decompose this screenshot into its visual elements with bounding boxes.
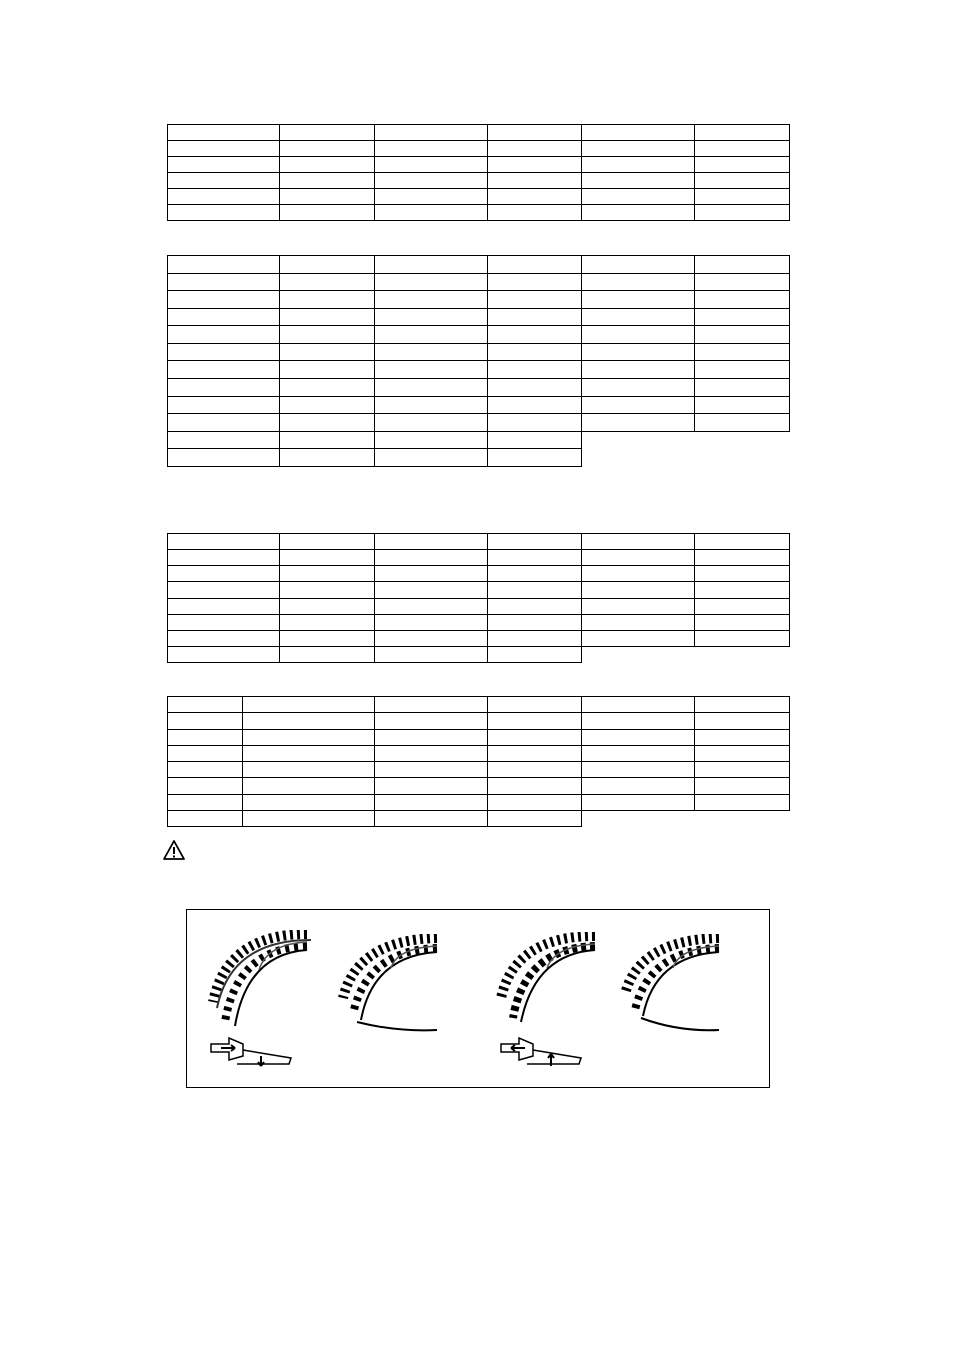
table-cell xyxy=(280,646,375,662)
table-cell xyxy=(280,449,375,467)
table-cell xyxy=(488,291,582,309)
table-row xyxy=(168,343,790,361)
table-cell xyxy=(375,646,488,662)
table-row xyxy=(168,396,790,414)
table-cell xyxy=(695,566,790,582)
table-cell xyxy=(280,141,375,157)
table-cell xyxy=(243,713,375,729)
table-cell xyxy=(695,794,790,810)
table-cell xyxy=(168,157,280,173)
table-cell xyxy=(488,534,582,550)
table-cell xyxy=(488,379,582,397)
table-cell xyxy=(488,630,582,646)
table-cell-blank xyxy=(582,810,695,826)
table-cell xyxy=(280,125,375,141)
table-cell xyxy=(375,157,488,173)
table-cell xyxy=(168,343,280,361)
table-cell xyxy=(488,173,582,189)
table-cell xyxy=(582,256,695,274)
table-cell xyxy=(280,614,375,630)
table-cell xyxy=(375,729,488,745)
table-cell xyxy=(488,745,582,761)
table-cell xyxy=(695,745,790,761)
table-row xyxy=(168,449,790,467)
table-cell xyxy=(488,550,582,566)
table-row xyxy=(168,189,790,205)
table-cell xyxy=(582,361,695,379)
table-cell xyxy=(695,396,790,414)
table-cell xyxy=(280,343,375,361)
right-down-arrow-icon xyxy=(209,1034,295,1070)
table-cell xyxy=(582,379,695,397)
table-cell xyxy=(168,379,280,397)
table-cell xyxy=(488,273,582,291)
table-cell-blank xyxy=(582,449,695,467)
table-cell xyxy=(695,762,790,778)
gear-right-hand-convex xyxy=(495,932,599,1032)
table-cell xyxy=(695,414,790,432)
table-cell xyxy=(375,291,488,309)
table-row xyxy=(168,778,790,794)
table-cell xyxy=(375,630,488,646)
table-cell xyxy=(488,449,582,467)
table-cell xyxy=(582,291,695,309)
table-cell xyxy=(488,361,582,379)
table-cell xyxy=(280,361,375,379)
table-cell xyxy=(582,582,695,598)
table-cell xyxy=(488,157,582,173)
table-cell xyxy=(375,343,488,361)
table-cell xyxy=(280,291,375,309)
table-cell xyxy=(582,729,695,745)
table-row xyxy=(168,810,790,826)
table-cell xyxy=(280,550,375,566)
table-cell xyxy=(582,414,695,432)
table-cell xyxy=(375,550,488,566)
table-cell xyxy=(168,778,243,794)
table-cell xyxy=(375,173,488,189)
table-cell xyxy=(375,614,488,630)
table-cell xyxy=(168,449,280,467)
bevel-gear-icon xyxy=(213,934,311,1026)
table-cell xyxy=(375,361,488,379)
table-cell xyxy=(375,745,488,761)
table-cell xyxy=(168,173,280,189)
table-3-body xyxy=(168,534,790,663)
table-cell xyxy=(582,205,695,221)
table-cell xyxy=(582,614,695,630)
table-cell xyxy=(582,566,695,582)
table-cell xyxy=(488,794,582,810)
table-cell xyxy=(375,778,488,794)
table-cell xyxy=(168,534,280,550)
table-cell-blank xyxy=(695,810,790,826)
table-cell xyxy=(168,273,280,291)
table-row xyxy=(168,646,790,662)
table-cell xyxy=(582,713,695,729)
table-cell xyxy=(695,713,790,729)
gear-left-hand-convex xyxy=(207,930,311,1030)
table-cell xyxy=(168,810,243,826)
table-cell xyxy=(695,361,790,379)
table-cell xyxy=(582,534,695,550)
table-cell xyxy=(280,582,375,598)
table-row xyxy=(168,361,790,379)
table-cell xyxy=(375,396,488,414)
table-cell xyxy=(280,326,375,344)
table-cell xyxy=(488,205,582,221)
table-cell xyxy=(582,273,695,291)
table-cell xyxy=(582,343,695,361)
table-cell xyxy=(488,343,582,361)
table-cell xyxy=(488,256,582,274)
table-row xyxy=(168,794,790,810)
table-4 xyxy=(167,696,790,827)
table-cell xyxy=(280,308,375,326)
table-cell xyxy=(375,379,488,397)
table-cell xyxy=(168,189,280,205)
table-cell xyxy=(695,157,790,173)
table-cell xyxy=(280,189,375,205)
table-cell xyxy=(375,762,488,778)
table-cell xyxy=(375,256,488,274)
table-cell xyxy=(582,396,695,414)
table-cell xyxy=(243,762,375,778)
table-cell xyxy=(488,614,582,630)
table-cell xyxy=(582,141,695,157)
table-cell-blank xyxy=(582,431,695,449)
table-cell xyxy=(695,697,790,713)
table-cell xyxy=(488,697,582,713)
table-cell xyxy=(375,273,488,291)
table-row xyxy=(168,173,790,189)
table-cell xyxy=(243,794,375,810)
gear-right-hand-concave xyxy=(619,934,723,1032)
table-cell xyxy=(488,598,582,614)
table-cell xyxy=(488,729,582,745)
table-cell xyxy=(375,141,488,157)
table-cell xyxy=(375,713,488,729)
table-cell xyxy=(695,205,790,221)
table-cell xyxy=(243,697,375,713)
table-cell xyxy=(168,745,243,761)
table-cell xyxy=(695,173,790,189)
table-cell xyxy=(168,582,280,598)
left-up-arrow-icon xyxy=(499,1034,585,1070)
table-cell xyxy=(695,256,790,274)
table-cell xyxy=(582,125,695,141)
table-cell xyxy=(168,762,243,778)
table-cell xyxy=(168,794,243,810)
table-cell xyxy=(243,729,375,745)
table-row xyxy=(168,550,790,566)
table-cell xyxy=(582,745,695,761)
table-cell xyxy=(168,550,280,566)
table-cell xyxy=(582,697,695,713)
table-cell xyxy=(280,534,375,550)
table-cell xyxy=(375,189,488,205)
table-cell xyxy=(168,326,280,344)
table-cell xyxy=(168,205,280,221)
table-row xyxy=(168,762,790,778)
table-cell xyxy=(375,794,488,810)
table-cell xyxy=(375,697,488,713)
table-cell xyxy=(168,630,280,646)
table-row xyxy=(168,256,790,274)
table-cell xyxy=(280,273,375,291)
table-cell xyxy=(168,566,280,582)
table-cell xyxy=(695,534,790,550)
table-cell xyxy=(582,173,695,189)
table-row xyxy=(168,379,790,397)
table-cell xyxy=(280,566,375,582)
table-cell xyxy=(280,414,375,432)
table-cell xyxy=(582,598,695,614)
bevel-gear-icon xyxy=(343,938,437,1030)
table-cell xyxy=(695,630,790,646)
table-row xyxy=(168,582,790,598)
table-cell xyxy=(695,778,790,794)
table-cell xyxy=(695,598,790,614)
table-cell xyxy=(582,778,695,794)
table-cell xyxy=(168,291,280,309)
table-cell xyxy=(582,308,695,326)
table-cell xyxy=(168,308,280,326)
table-cell xyxy=(375,414,488,432)
table-cell xyxy=(582,326,695,344)
table-cell xyxy=(375,598,488,614)
table-cell xyxy=(243,810,375,826)
table-cell xyxy=(168,598,280,614)
table-row xyxy=(168,205,790,221)
table-cell xyxy=(695,189,790,205)
table-cell xyxy=(168,614,280,630)
table-cell xyxy=(168,125,280,141)
table-cell xyxy=(488,566,582,582)
table-cell xyxy=(582,762,695,778)
table-cell xyxy=(488,582,582,598)
table-row xyxy=(168,534,790,550)
table-row xyxy=(168,745,790,761)
table-row xyxy=(168,414,790,432)
table-cell xyxy=(168,646,280,662)
table-cell xyxy=(168,141,280,157)
table-cell xyxy=(168,256,280,274)
table-cell xyxy=(695,125,790,141)
table-cell xyxy=(488,125,582,141)
table-cell xyxy=(168,414,280,432)
bevel-gear-icon xyxy=(625,938,719,1030)
table-cell-blank xyxy=(695,646,790,662)
table-cell xyxy=(280,630,375,646)
table-cell xyxy=(488,396,582,414)
table-cell xyxy=(488,810,582,826)
table-cell xyxy=(488,713,582,729)
table-cell xyxy=(280,379,375,397)
table-cell xyxy=(695,582,790,598)
table-cell-blank xyxy=(695,431,790,449)
table-cell xyxy=(280,157,375,173)
table-cell xyxy=(582,630,695,646)
table-cell xyxy=(695,141,790,157)
table-2 xyxy=(167,255,790,467)
table-4-body xyxy=(168,697,790,827)
table-cell xyxy=(375,582,488,598)
table-row xyxy=(168,326,790,344)
table-cell xyxy=(375,205,488,221)
table-row xyxy=(168,630,790,646)
table-cell xyxy=(695,343,790,361)
table-cell xyxy=(375,125,488,141)
table-row xyxy=(168,125,790,141)
table-cell xyxy=(695,326,790,344)
table-cell xyxy=(375,810,488,826)
table-cell xyxy=(280,396,375,414)
gear-left-hand-concave xyxy=(337,934,441,1032)
table-row xyxy=(168,157,790,173)
table-row xyxy=(168,273,790,291)
table-row xyxy=(168,614,790,630)
table-cell xyxy=(280,256,375,274)
table-1-body xyxy=(168,125,790,221)
table-cell xyxy=(488,308,582,326)
table-cell xyxy=(488,141,582,157)
table-cell xyxy=(695,291,790,309)
table-cell xyxy=(168,396,280,414)
table-cell xyxy=(488,762,582,778)
table-cell xyxy=(280,205,375,221)
table-cell xyxy=(582,189,695,205)
table-cell xyxy=(695,308,790,326)
table-cell xyxy=(582,794,695,810)
table-cell xyxy=(168,361,280,379)
table-cell xyxy=(375,308,488,326)
table-cell xyxy=(280,173,375,189)
table-cell xyxy=(488,778,582,794)
table-row xyxy=(168,598,790,614)
table-cell xyxy=(375,431,488,449)
table-cell xyxy=(488,326,582,344)
table-cell xyxy=(488,431,582,449)
table-cell xyxy=(168,713,243,729)
table-cell xyxy=(488,646,582,662)
table-cell xyxy=(488,414,582,432)
bevel-gear-icon xyxy=(501,936,595,1022)
table-cell xyxy=(375,326,488,344)
table-cell xyxy=(168,431,280,449)
table-cell xyxy=(375,449,488,467)
table-cell xyxy=(280,598,375,614)
table-cell xyxy=(280,431,375,449)
table-cell xyxy=(582,157,695,173)
table-cell xyxy=(243,778,375,794)
table-row xyxy=(168,697,790,713)
table-cell xyxy=(168,697,243,713)
table-row xyxy=(168,141,790,157)
table-cell xyxy=(375,534,488,550)
table-row xyxy=(168,566,790,582)
table-cell-blank xyxy=(695,449,790,467)
table-cell xyxy=(168,729,243,745)
gear-figure xyxy=(186,909,770,1088)
table-cell xyxy=(695,614,790,630)
table-row xyxy=(168,729,790,745)
table-2-body xyxy=(168,256,790,467)
table-cell xyxy=(375,566,488,582)
table-1 xyxy=(167,124,790,221)
table-cell xyxy=(243,745,375,761)
table-cell xyxy=(695,550,790,566)
table-cell-blank xyxy=(582,646,695,662)
table-cell xyxy=(695,379,790,397)
table-row xyxy=(168,713,790,729)
table-cell xyxy=(695,729,790,745)
warning-triangle-icon xyxy=(163,839,185,861)
table-cell xyxy=(582,550,695,566)
table-row xyxy=(168,308,790,326)
table-row xyxy=(168,291,790,309)
table-cell xyxy=(488,189,582,205)
table-3 xyxy=(167,533,790,663)
table-row xyxy=(168,431,790,449)
table-cell xyxy=(695,273,790,291)
